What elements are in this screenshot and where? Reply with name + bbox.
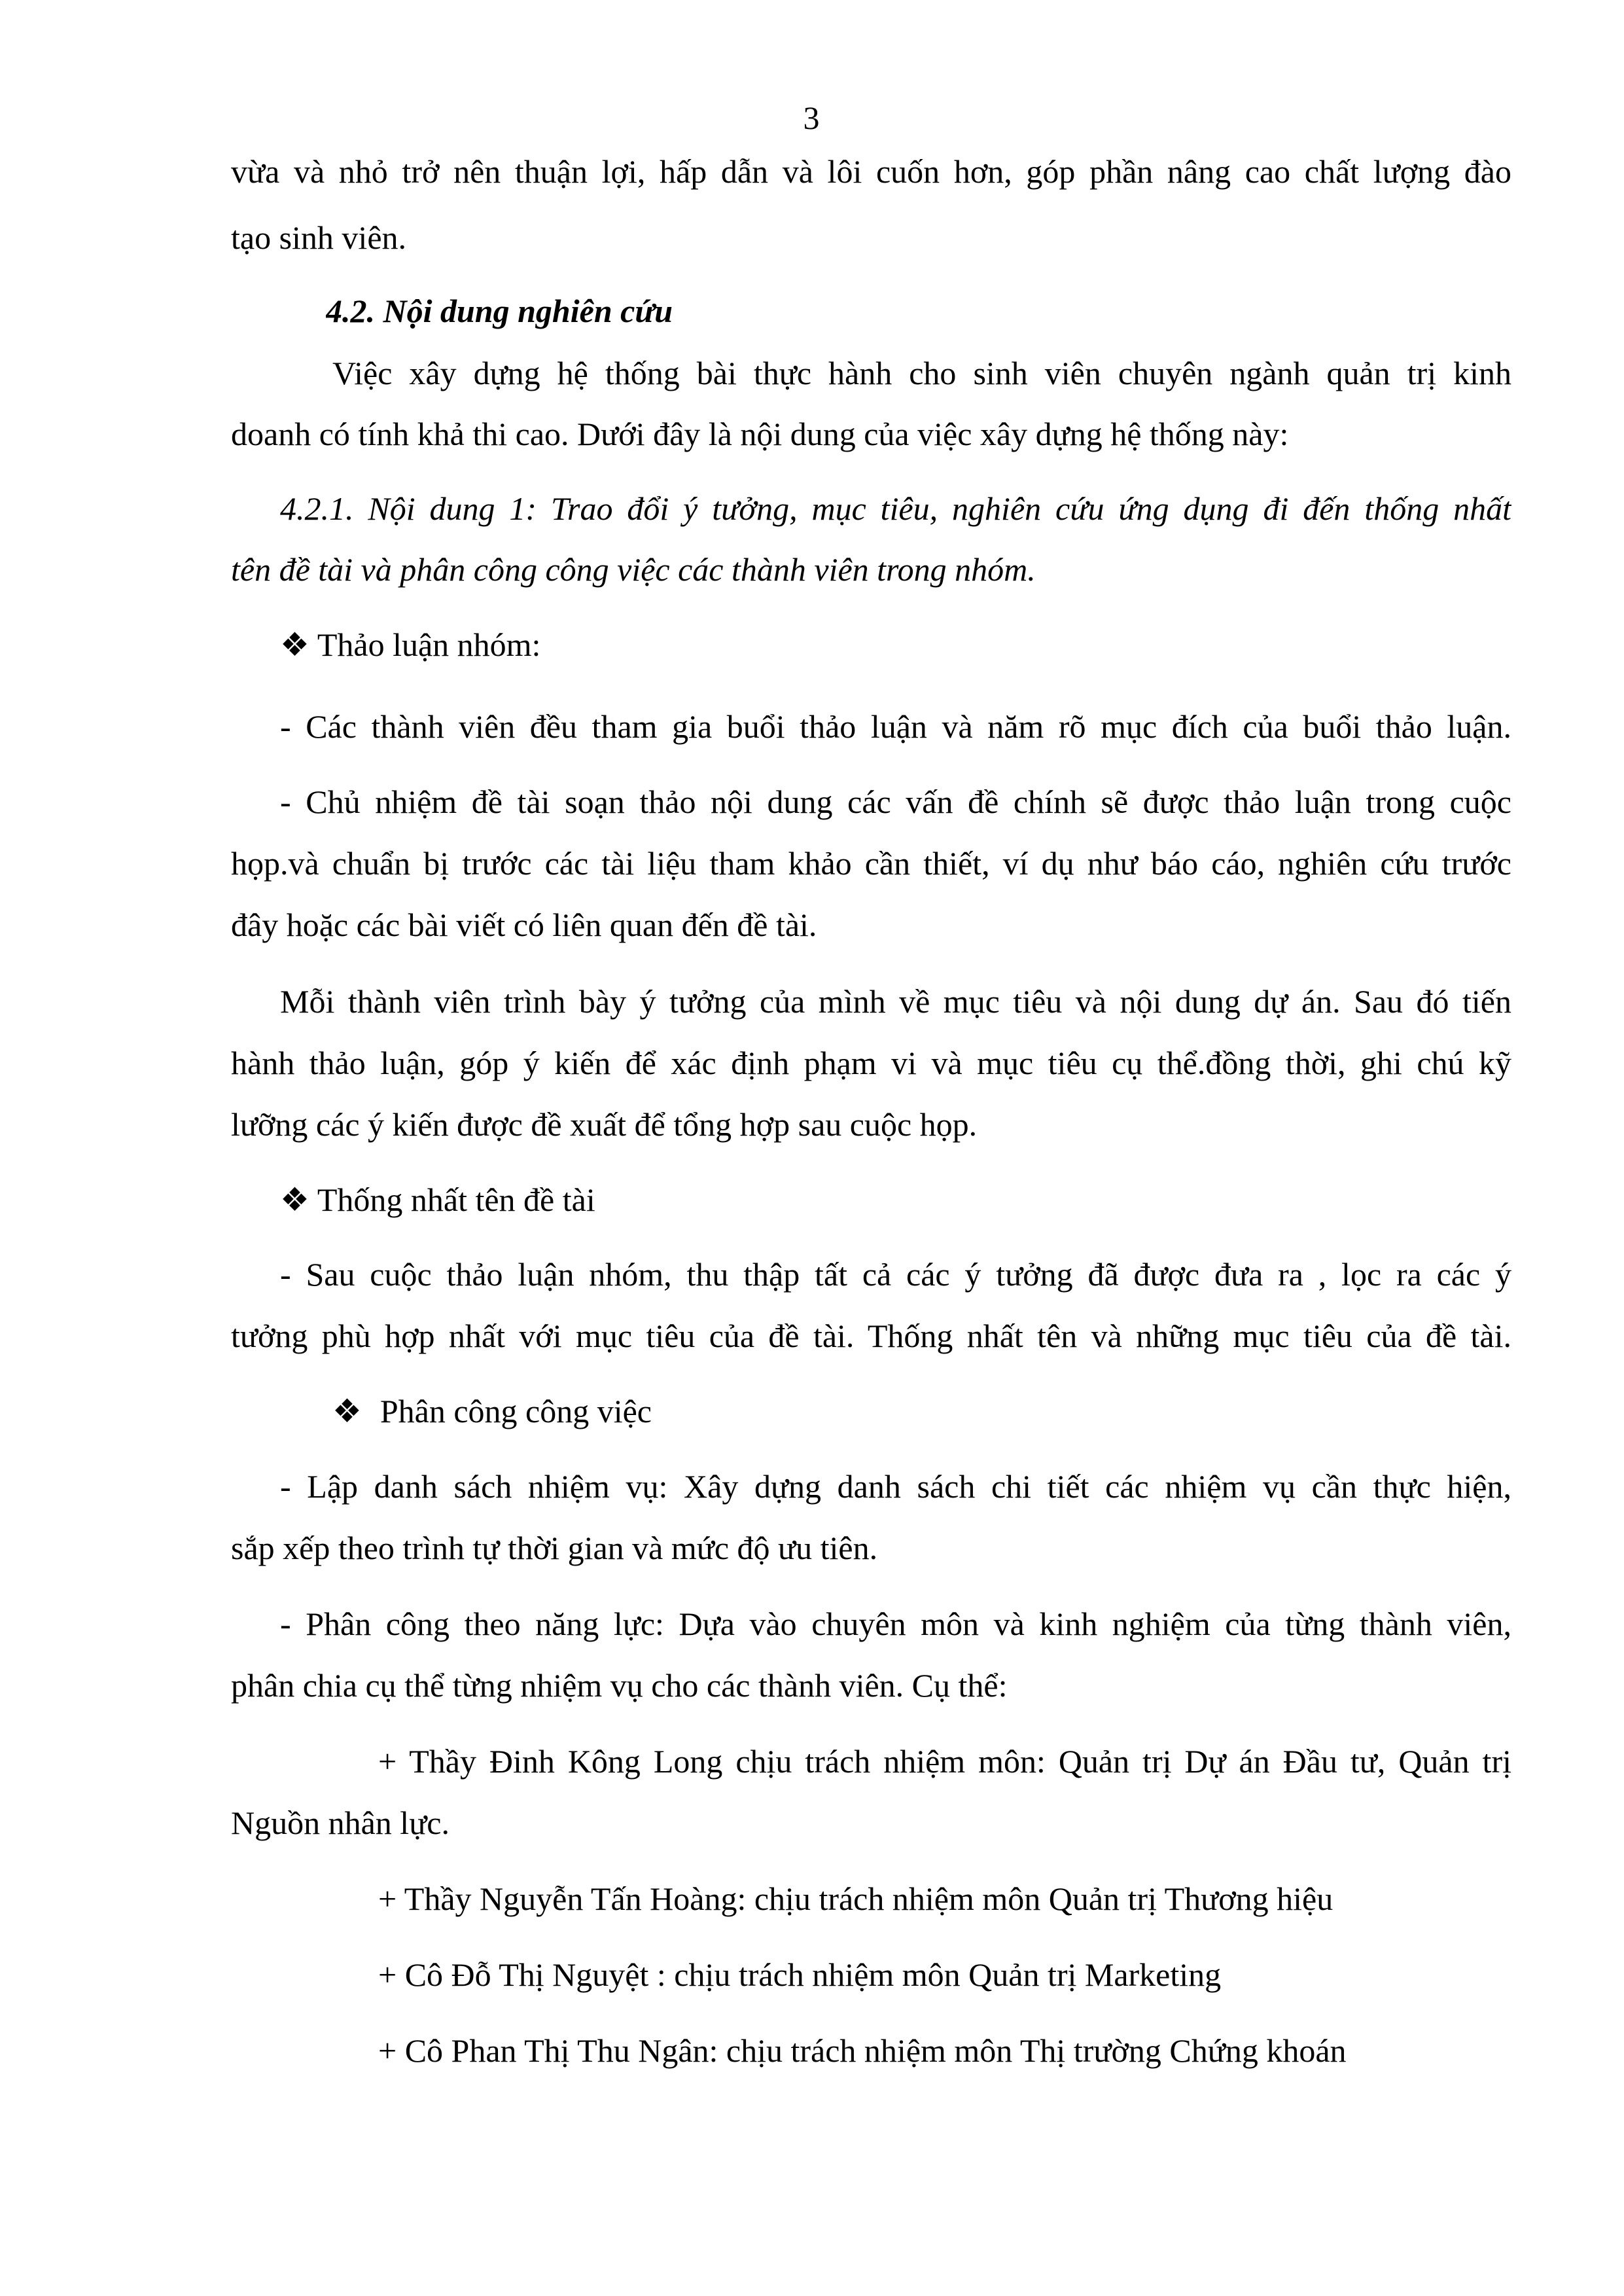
- assignment-item: + Thầy Nguyễn Tấn Hoàng: chịu trách nhiệm môn Quản trị Thương hiệu: [378, 1880, 1333, 1917]
- diamond-bullet-icon: ❖: [280, 626, 309, 663]
- paragraph-line: Việc xây dựng hệ thống bài thực hành cho sinh viên chuyên ngành quản trị kinh: [332, 355, 1511, 391]
- bullet-text: Thảo luận nhóm:: [317, 626, 541, 663]
- paragraph-line: đây hoặc các bài viết có liên quan đến đề tài.: [231, 906, 817, 943]
- assignment-item: + Cô Phan Thị Thu Ngân: chịu trách nhiệm môn Thị trường Chứng khoán: [378, 2032, 1347, 2069]
- bullet-text: Phân công công việc: [380, 1393, 652, 1429]
- paragraph-line: Mỗi thành viên trình bày ý tưởng của mình về mục tiêu và nội dung dự án. Sau đó tiến: [280, 983, 1511, 1020]
- page-number: 3: [803, 99, 820, 136]
- bullet-item: [332, 1388, 1613, 1434]
- paragraph-line: vừa và nhỏ trở nên thuận lợi, hấp dẫn và lôi cuốn hơn, góp phần nâng cao chất lượng đào: [231, 153, 1511, 190]
- diamond-bullet-icon: ❖: [280, 1181, 309, 1218]
- paragraph-line: lưỡng các ý kiến được đề xuất để tổng hợp sau cuộc họp.: [231, 1106, 978, 1143]
- paragraph-line: hành thảo luận, góp ý kiến để xác định phạm vi và mục tiêu cụ thể.đồng thời, ghi chú kỹ: [231, 1045, 1511, 1081]
- dash-item: - Các thành viên đều tham gia buổi thảo luận và năm rõ mục đích của buổi thảo luận.: [280, 708, 1511, 745]
- assignment-item: Nguồn nhân lực.: [231, 1804, 450, 1841]
- paragraph-line: phân chia cụ thể từng nhiệm vụ cho các thành viên. Cụ thể:: [231, 1667, 1008, 1704]
- dash-item: - Lập danh sách nhiệm vụ: Xây dựng danh sách chi tiết các nhiệm vụ cần thực hiện,: [280, 1468, 1511, 1505]
- subsection-heading-4-2-1: 4.2.1. Nội dung 1: Trao đổi ý tưởng, mục tiêu, nghiên cứu ứng dụng đi đến thống nhất: [280, 490, 1511, 527]
- dash-item: - Phân công theo năng lực: Dựa vào chuyên môn và kinh nghiệm của từng thành viên,: [280, 1605, 1511, 1642]
- assignment-item: + Thầy Đinh Kông Long chịu trách nhiệm môn: Quản trị Dự án Đầu tư, Quản trị: [378, 1743, 1511, 1780]
- paragraph-line: họp.và chuẩn bị trước các tài liệu tham khảo cần thiết, ví dụ như báo cáo, nghiên cứu trước: [231, 845, 1511, 882]
- paragraph-line: sắp xếp theo trình tự thời gian và mức độ ưu tiên.: [231, 1530, 878, 1566]
- assignment-item: + Cô Đỗ Thị Nguyệt : chịu trách nhiệm môn Quản trị Marketing: [378, 1956, 1222, 1993]
- section-heading-4-2: 4.2. Nội dung nghiên cứu: [326, 293, 673, 329]
- paragraph-line: tạo sinh viên.: [231, 219, 407, 256]
- dash-item: - Sau cuộc thảo luận nhóm, thu thập tất cả các ý tưởng đã được đưa ra , lọc ra các ý: [280, 1256, 1511, 1293]
- bullet-text: Thống nhất tên đề tài: [317, 1181, 595, 1218]
- paragraph-line: doanh có tính khả thi cao. Dưới đây là nội dung của việc xây dựng hệ thống này:: [231, 416, 1289, 452]
- paragraph-line: tưởng phù hợp nhất với mục tiêu của đề tài. Thống nhất tên và những mục tiêu của đề tài.: [231, 1318, 1511, 1354]
- bullet-item: [280, 622, 1561, 668]
- diamond-bullet-icon: ❖: [332, 1393, 362, 1429]
- bullet-item: [280, 1177, 1561, 1223]
- dash-item: - Chủ nhiệm đề tài soạn thảo nội dung các vấn đề chính sẽ được thảo luận trong cuộc: [280, 783, 1511, 820]
- subsection-heading-4-2-1: tên đề tài và phân công công việc các thành viên trong nhóm.: [231, 551, 1036, 588]
